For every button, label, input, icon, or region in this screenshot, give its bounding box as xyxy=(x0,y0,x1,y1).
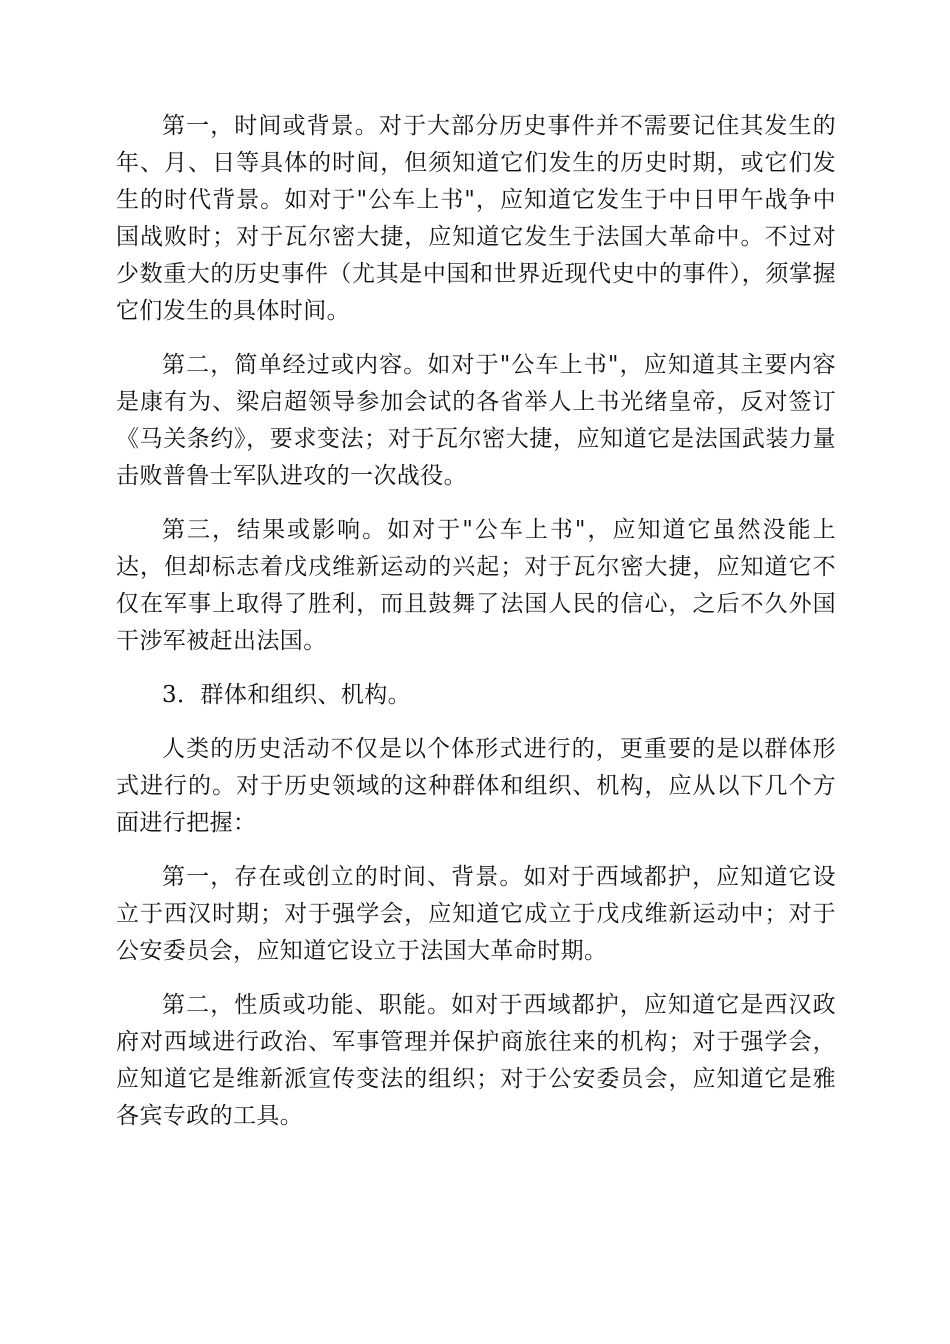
section-heading-groups: 3．群体和组织、机构。 xyxy=(162,682,412,708)
paragraph-founding-time: 第一，存在或创立的时间、背景。如对于西域都护，应知道它设立于西汉时期；对于强学会，应知道它成立于戊戌维新运动中；对于公安委员会，应知道它设立于法国大革命时期。 xyxy=(116,864,836,964)
paragraph-time-background: 第一，时间或背景。对于大部分历史事件并不需要记住其发生的年、月、日等具体的时间，但须知道它们发生的历史时期，或它们发生的时代背景。如对于"公车上书"，应知道它发生于中日甲午战争中国战败时；对于瓦尔密大捷，应知道它发生于法国大革命中。不过对少数重大的历史事件（尤其是中国和世界近现代史中的事件），须掌握它们发生的具体时间。 xyxy=(116,113,836,324)
paragraph-groups-intro: 人类的历史活动不仅是以个体形式进行的，更重要的是以群体形式进行的。对于历史领域的这种群体和组织、机构，应从以下几个方面进行把握： xyxy=(116,736,836,836)
document-body xyxy=(116,108,836,1152)
paragraph-result-impact: 第三，结果或影响。如对于"公车上书"，应知道它虽然没能上达，但却标志着戊戌维新运动的兴起；对于瓦尔密大捷，应知道它不仅在军事上取得了胜利，而且鼓舞了法国人民的信心，之后不久外国干涉军被赶出法国。 xyxy=(116,517,836,654)
paragraph-process-content: 第二，简单经过或内容。如对于"公车上书"，应知道其主要内容是康有为、梁启超领导参加会试的各省举人上书光绪皇帝，反对签订《马关条约》，要求变法；对于瓦尔密大捷，应知道它是法国武装力量击败普鲁士军队进攻的一次战役。 xyxy=(116,352,836,489)
paragraph-nature-function: 第二，性质或功能、职能。如对于西域都护，应知道它是西汉政府对西域进行政治、军事管理并保护商旅往来的机构；对于强学会，应知道它是维新派宣传变法的组织；对于公安委员会，应知道它是雅各宾专政的工具。 xyxy=(116,992,836,1129)
